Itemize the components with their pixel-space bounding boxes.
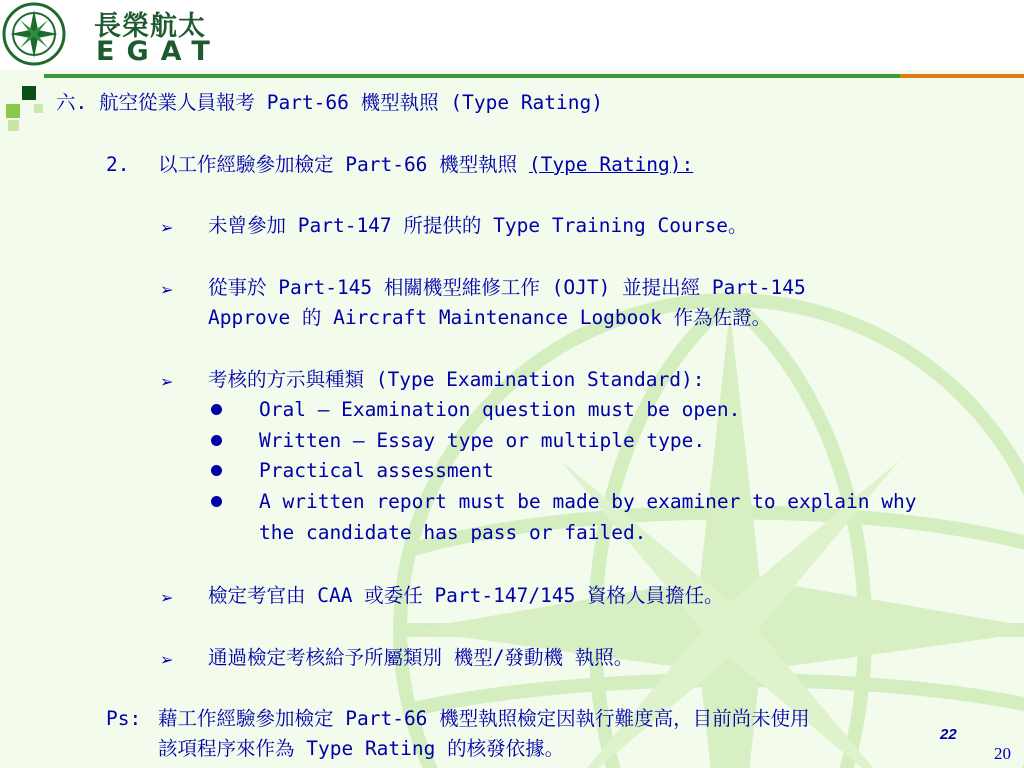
page-number: 20 bbox=[994, 744, 1011, 763]
ps-text: 藉工作經驗參加檢定 Part-66 機型執照檢定因執行難度高，目前尚未使用 bbox=[158, 707, 810, 730]
exam-item: Oral – Examination question must be open. bbox=[259, 398, 741, 421]
bullet-text: 檢定考官由 CAA 或委任 Part-147/145 資格人員擔任。 bbox=[208, 584, 724, 607]
arrow-bullet-icon: ➢ bbox=[160, 280, 174, 299]
decor-square bbox=[22, 86, 36, 100]
bullet-text: 考核的方示與種類 (Type Examination Standard): bbox=[208, 368, 705, 391]
sub-heading bbox=[158, 150, 693, 180]
arrow-bullet-icon: ➢ bbox=[160, 588, 174, 607]
arrow-bullet-icon: ➢ bbox=[160, 372, 174, 391]
brand-name-english: EGAT bbox=[96, 36, 222, 67]
slide-number: 22 bbox=[940, 726, 957, 743]
dot-bullet-icon bbox=[211, 404, 222, 415]
bullet-text: 未曾參加 Part-147 所提供的 Type Training Course。 bbox=[208, 214, 748, 237]
exam-item: Written – Essay type or multiple type. bbox=[259, 429, 706, 452]
header-divider-green bbox=[44, 74, 900, 78]
bullet-text-continued: Approve 的 Aircraft Maintenance Logbook 作為佐證。 bbox=[208, 306, 772, 329]
exam-item: A written report must be made by examiner to explain why bbox=[259, 490, 917, 513]
sub-number: 2. bbox=[106, 153, 130, 176]
exam-item-continued: the candidate has pass or failed. bbox=[259, 521, 647, 544]
ps-text-continued: 該項程序來作為 Type Rating 的核發依據。 bbox=[158, 737, 565, 760]
decor-square bbox=[8, 120, 19, 131]
decor-square bbox=[34, 104, 43, 113]
dot-bullet-icon bbox=[211, 435, 222, 446]
type-rating-link[interactable]: (Type Rating): bbox=[528, 153, 694, 176]
bullet-text: 從事於 Part-145 相關機型維修工作 (OJT) 並提出經 Part-145 bbox=[208, 276, 806, 299]
slide-heading: 六. 航空從業人員報考 Part-66 機型執照 (Type Rating) bbox=[56, 91, 603, 114]
slide-header bbox=[0, 0, 1024, 70]
evergreen-logo-icon bbox=[2, 2, 66, 66]
header-divider-orange bbox=[900, 74, 1024, 78]
arrow-bullet-icon: ➢ bbox=[160, 650, 174, 669]
dot-bullet-icon bbox=[211, 496, 222, 507]
brand-name-chinese: 長榮航太 bbox=[94, 11, 206, 42]
sub-heading-text: 以工作經驗參加檢定 Part-66 機型執照 bbox=[158, 153, 529, 176]
exam-item: Practical assessment bbox=[259, 459, 494, 482]
decor-square bbox=[6, 104, 20, 118]
bullet-text: 通過檢定考核給予所屬類別 機型/發動機 執照。 bbox=[208, 646, 634, 669]
dot-bullet-icon bbox=[211, 465, 222, 476]
ps-label: Ps: bbox=[106, 707, 142, 730]
arrow-bullet-icon: ➢ bbox=[160, 218, 174, 237]
